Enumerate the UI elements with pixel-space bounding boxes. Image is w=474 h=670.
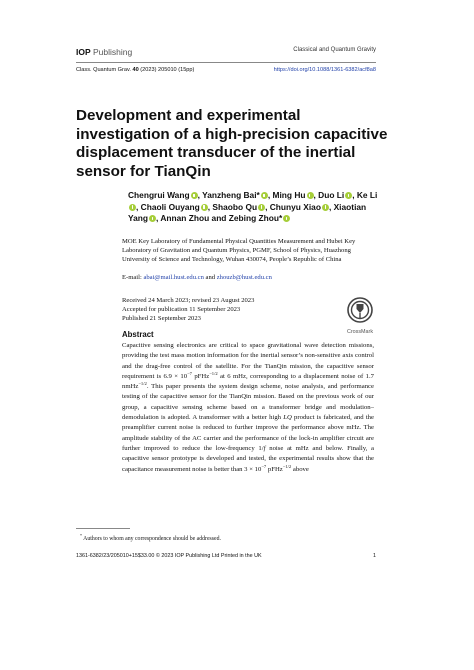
date-published: Published 21 September 2023 bbox=[122, 315, 201, 322]
publisher-rest: Publishing bbox=[90, 47, 133, 57]
doi-link[interactable]: https://doi.org/10.1088/1361-6382/acf8a8 bbox=[273, 67, 376, 73]
author-list bbox=[128, 190, 378, 225]
affiliation: MOE Key Laboratory of Fundamental Physical Quantities Measurement and Hubei Key Laboratory of Gravitation and Quantum Physics, PGMF, School of Physics, Huazhong University of Science and Technology, Wuhan 430074, People’s Republic of China bbox=[122, 238, 356, 263]
footnote-divider bbox=[76, 528, 130, 529]
page-number: 1 bbox=[373, 553, 376, 559]
orcid-icon[interactable] bbox=[201, 204, 208, 211]
abstract-text: product is fabricated, and the preamplifier current noise is reduced to further improve the performance above mHz. The amplitude stability of the AC carrier and the performance of the lock-in amplifier circuit are further improved to reduce the low-frequency 1/ bbox=[122, 414, 374, 452]
citation bbox=[76, 67, 194, 73]
orcid-icon[interactable] bbox=[322, 204, 329, 211]
math-var: LQ bbox=[283, 414, 292, 422]
corresponding-mark: * bbox=[256, 190, 260, 200]
author-name: Annan Zhou bbox=[160, 213, 210, 223]
citation-post: (2023) 205010 (15pp) bbox=[138, 67, 195, 73]
author-name: Duo Li bbox=[318, 190, 345, 200]
abstract-text: Capacitive sensing electronics are critical to space gravitational wave detection missions, providing the test mass motion information for the inertial sensor’s non-sensitive axis control and the drag-free control of the satellite. For the TianQin mission, the capacitive sensor requirement is 6.9 × 10 bbox=[122, 342, 374, 380]
footnote-text: Authors to whom any correspondence should be addressed. bbox=[83, 535, 221, 542]
orcid-icon[interactable] bbox=[307, 192, 314, 199]
author-separator: , bbox=[267, 190, 273, 200]
author-name: Chaoli Ouyang bbox=[140, 201, 200, 212]
email-link-1[interactable]: abai@mail.hust.edu.cn bbox=[143, 274, 204, 281]
author-name: Zebing Zhou bbox=[228, 213, 279, 223]
paper-title: Development and experimental investigation of a high-precision capacitive displacement transducer of the inertial sensor for TianQin bbox=[76, 107, 388, 180]
abstract-text: pFHz bbox=[191, 372, 210, 380]
author-separator: , bbox=[265, 201, 270, 212]
author-name: Shaobo Qu bbox=[212, 201, 258, 212]
abstract-body bbox=[122, 341, 374, 475]
email-line bbox=[122, 274, 272, 281]
email-label: E-mail: bbox=[122, 274, 144, 281]
citation-pre: Class. Quantum Grav. bbox=[76, 67, 133, 73]
footnote-mark: * bbox=[80, 533, 82, 538]
exponent: −7 bbox=[261, 463, 267, 469]
author-separator: , bbox=[352, 190, 357, 200]
exponent: −1/2 bbox=[138, 380, 147, 386]
author-name: Chunyu Xiao bbox=[269, 201, 321, 212]
author-name: Ke Li bbox=[356, 190, 378, 200]
citation-volume: 40 bbox=[132, 67, 139, 73]
author-name: Xiaotian Yang bbox=[128, 201, 367, 223]
header-divider bbox=[76, 62, 376, 63]
author-separator: , bbox=[207, 201, 213, 212]
author-separator: , bbox=[197, 190, 203, 200]
email-link-2[interactable]: zhouzb@hust.edu.cn bbox=[216, 274, 272, 281]
orcid-icon[interactable] bbox=[129, 204, 136, 211]
abstract-text: pFHz bbox=[266, 465, 283, 473]
exponent: −1/2 bbox=[209, 370, 218, 376]
abstract-text: at 6 mHz, corresponding to a displacement noise of 1.7 nmHz bbox=[122, 372, 374, 391]
author-separator: , bbox=[313, 190, 319, 200]
crossmark-label: CrossMark bbox=[346, 329, 374, 335]
exponent: −1/2 bbox=[282, 463, 292, 469]
orcid-icon[interactable] bbox=[258, 204, 265, 211]
author-name: Ming Hu bbox=[272, 190, 306, 200]
abstract-text: . This paper presents the system design scheme, noise analysis, and performance testing of the capacitive sensor for the TianQin mission. Based on the previous work of our group, a capacitive sensing scheme based on a transformer bridge and modulation–demodulation is adopted. A transformer with a better high bbox=[122, 383, 374, 422]
footer-copyright: 1361-6382/23/205010+15$33.00 © 2023 IOP Publishing Ltd Printed in the UK bbox=[76, 553, 262, 559]
publisher-logo bbox=[76, 47, 132, 57]
orcid-icon[interactable] bbox=[261, 192, 268, 199]
author-separator: , bbox=[136, 201, 141, 212]
math-var: f bbox=[263, 444, 266, 452]
journal-name: Classical and Quantum Gravity bbox=[293, 47, 376, 53]
abstract-text: above bbox=[291, 465, 309, 473]
author-separator: , bbox=[156, 213, 161, 223]
author-separator: , bbox=[328, 201, 334, 212]
orcid-icon[interactable] bbox=[191, 192, 198, 199]
crossmark-badge[interactable] bbox=[342, 297, 378, 335]
author-name: Yanzheng Bai bbox=[202, 190, 257, 200]
orcid-icon[interactable] bbox=[149, 215, 156, 222]
orcid-icon[interactable] bbox=[283, 215, 290, 222]
exponent: −7 bbox=[187, 370, 192, 376]
author-name: Chengrui Wang bbox=[128, 190, 190, 200]
publisher-bold: IOP bbox=[76, 47, 91, 57]
abstract-heading: Abstract bbox=[122, 330, 154, 339]
crossmark-icon bbox=[347, 297, 373, 323]
publication-dates bbox=[122, 296, 254, 323]
date-accepted: Accepted for publication 11 September 2023 bbox=[122, 306, 241, 313]
date-received: Received 24 March 2023; revised 23 August 2023 bbox=[122, 297, 255, 304]
footnote bbox=[80, 533, 221, 542]
corresponding-mark: * bbox=[279, 213, 283, 223]
abstract-text: noise at mHz and below. Finally, a capacitive sensor prototype is developed and tested, the experimental results show that the capacitance measurement noise is better than 3 × 10 bbox=[122, 444, 374, 473]
author-separator: and bbox=[209, 213, 229, 223]
email-and: and bbox=[203, 274, 217, 281]
